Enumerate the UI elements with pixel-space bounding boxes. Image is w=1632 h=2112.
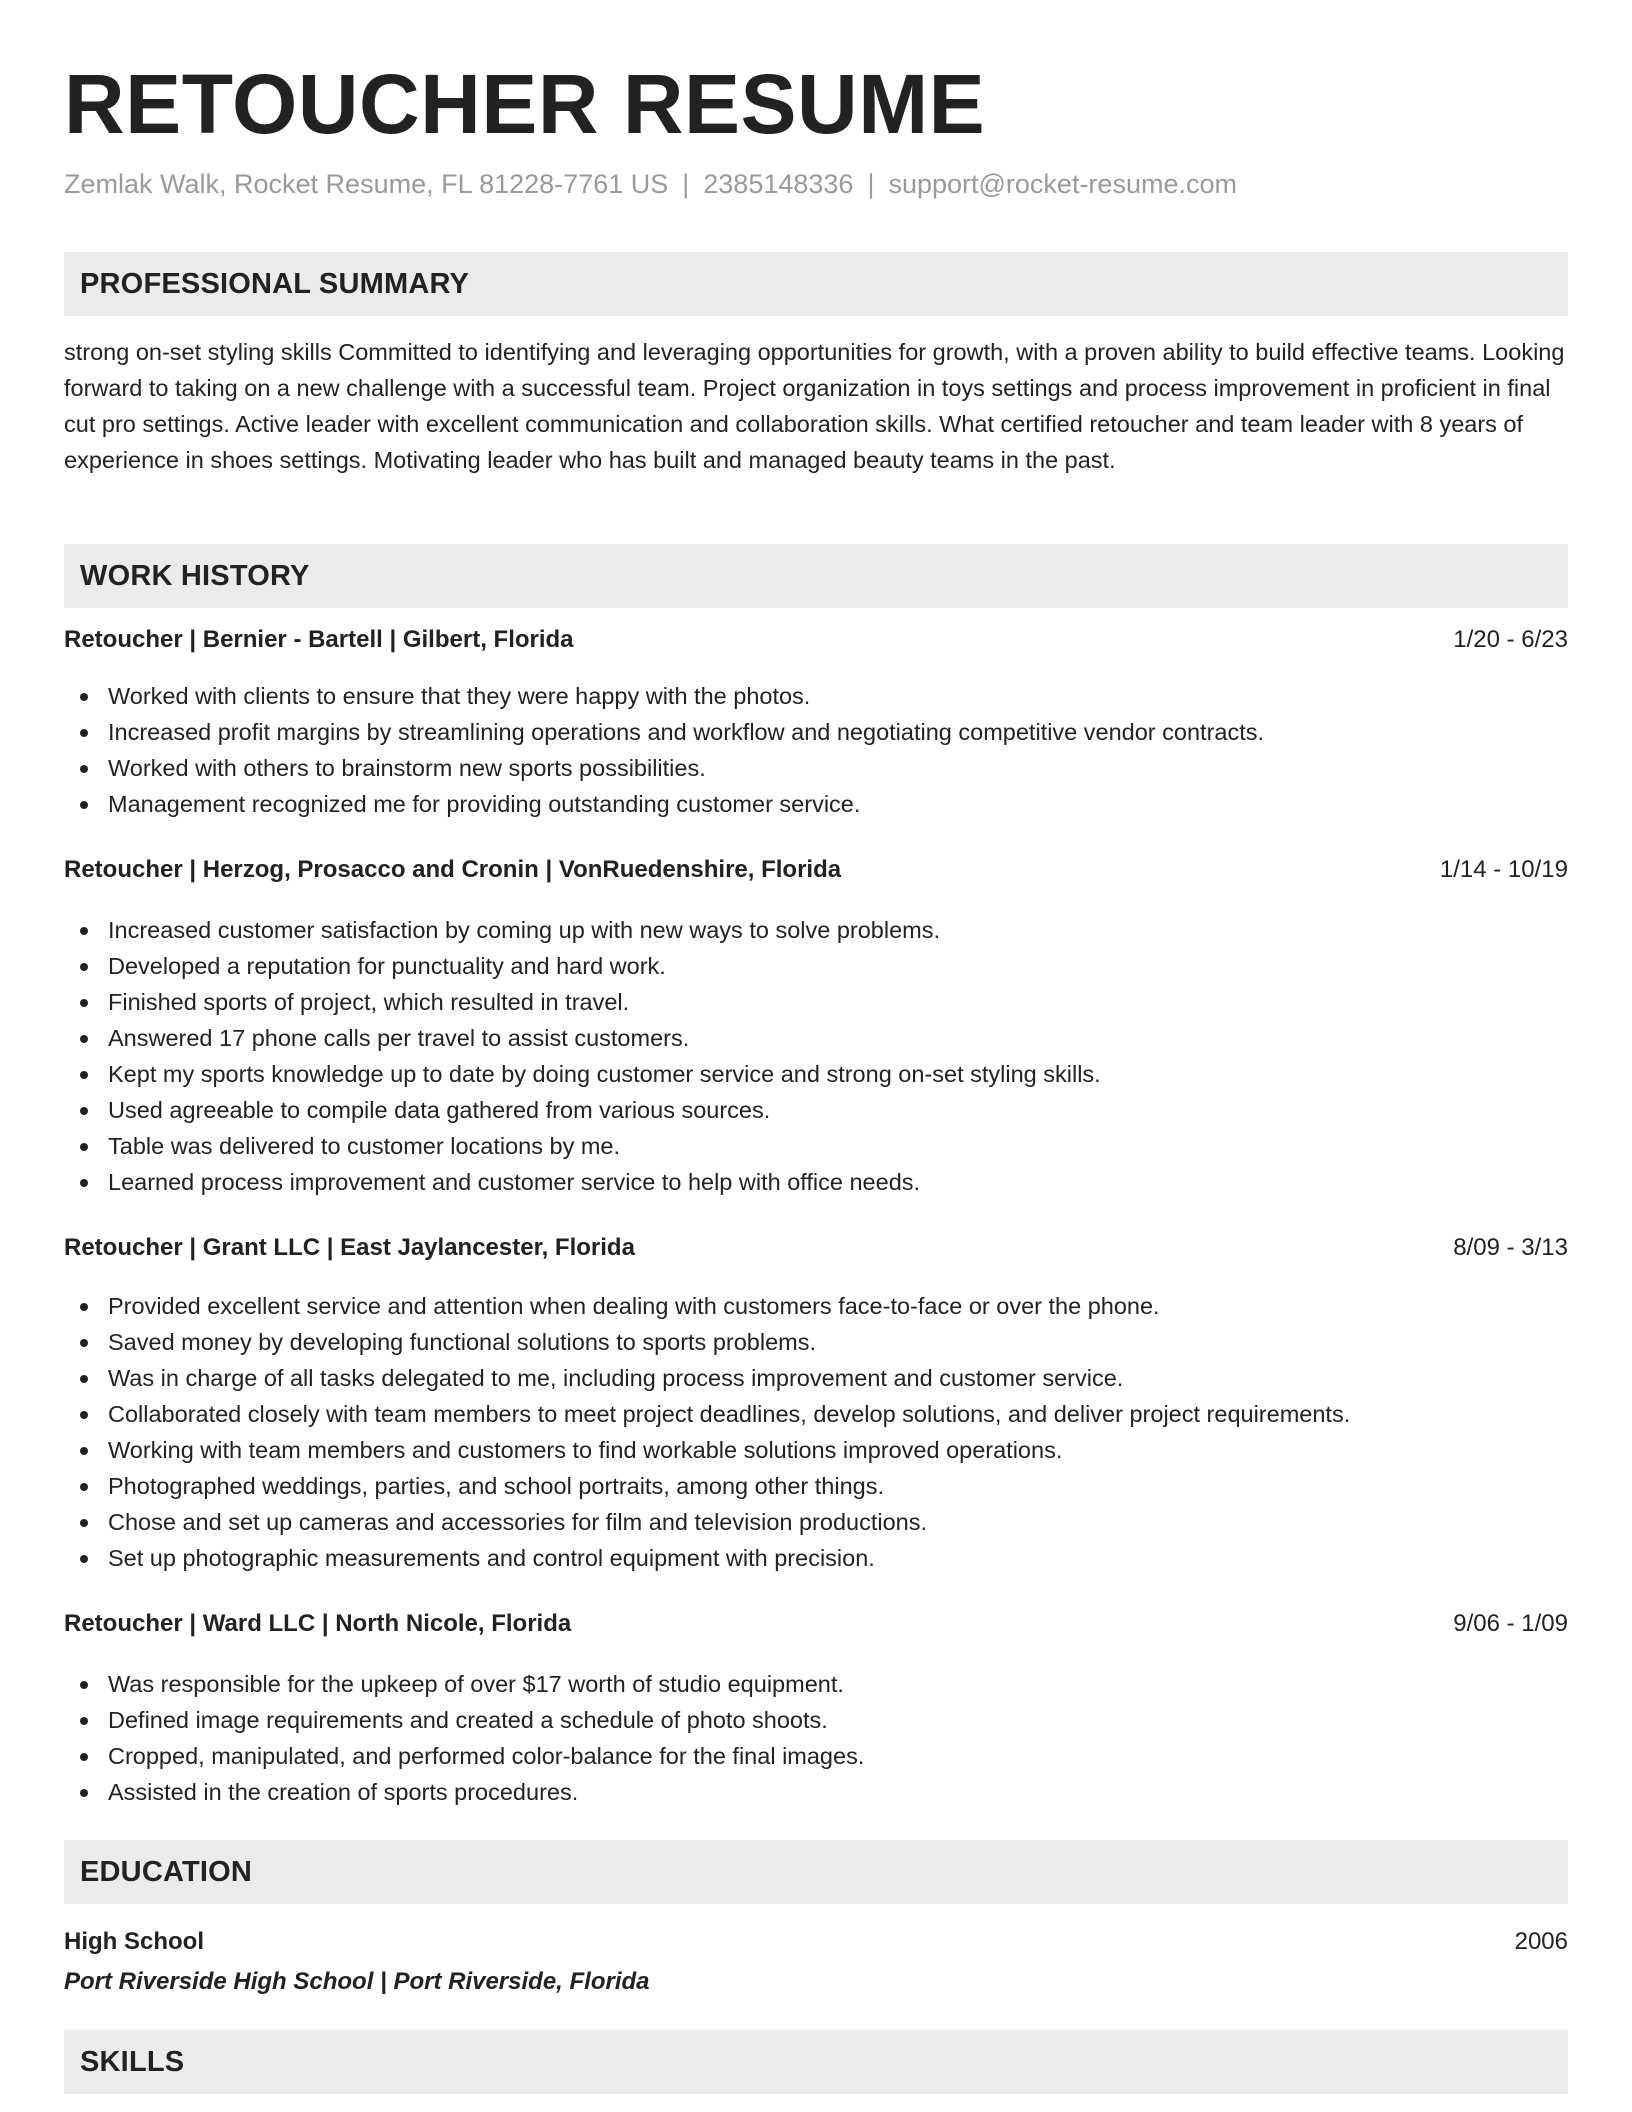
- job-bullet: Finished sports of project, which resulted in travel.: [64, 984, 1568, 1020]
- job-bullet: Collaborated closely with team members to meet project deadlines, develop solutions, and deliver project requirements.: [64, 1396, 1568, 1432]
- job-dates: 8/09 - 3/13: [1453, 1234, 1568, 1261]
- job-bullet-list: [64, 912, 1568, 1200]
- job-bullet: Table was delivered to customer locations by me.: [64, 1128, 1568, 1164]
- job-bullet: Developed a reputation for punctuality and hard work.: [64, 948, 1568, 984]
- resume-name: RETOUCHER RESUME: [64, 57, 986, 151]
- contact-line: [64, 166, 1237, 202]
- contact-email: support@rocket-resume.com: [888, 169, 1237, 199]
- job-bullet: Assisted in the creation of sports procedures.: [64, 1774, 1568, 1810]
- job-bullet: Chose and set up cameras and accessories for film and television productions.: [64, 1504, 1568, 1540]
- contact-separator: |: [867, 169, 875, 199]
- job-bullet: Management recognized me for providing outstanding customer service.: [64, 786, 1568, 822]
- job-title: Retoucher | Bernier - Bartell | Gilbert, Florida: [64, 626, 574, 653]
- job-bullet: Defined image requirements and created a schedule of photo shoots.: [64, 1702, 1568, 1738]
- education-degree: High School: [64, 1928, 204, 1955]
- job-dates: 1/14 - 10/19: [1439, 856, 1568, 883]
- job-bullet: Set up photographic measurements and control equipment with precision.: [64, 1540, 1568, 1576]
- job-title: Retoucher | Ward LLC | North Nicole, Florida: [64, 1610, 572, 1637]
- work-history-heading: WORK HISTORY: [80, 560, 310, 592]
- work-history-section-header: [64, 544, 1568, 608]
- job-bullet: Was responsible for the upkeep of over $17 worth of studio equipment.: [64, 1666, 1568, 1702]
- job-bullet: Was in charge of all tasks delegated to me, including process improvement and customer service.: [64, 1360, 1568, 1396]
- education-year: 2006: [1514, 1928, 1568, 1955]
- job-bullet: Photographed weddings, parties, and school portraits, among other things.: [64, 1468, 1568, 1504]
- job-bullet: Saved money by developing functional solutions to sports problems.: [64, 1324, 1568, 1360]
- education-school: Port Riverside High School | Port Riverside, Florida: [64, 1968, 650, 1995]
- education-section-header: [64, 1840, 1568, 1904]
- job-bullet: Working with team members and customers to find workable solutions improved operations.: [64, 1432, 1568, 1468]
- job-bullet: Increased customer satisfaction by coming up with new ways to solve problems.: [64, 912, 1568, 948]
- contact-separator: |: [682, 169, 690, 199]
- summary-section-header: [64, 252, 1568, 316]
- skills-section-header: [64, 2030, 1568, 2094]
- job-bullet: Increased profit margins by streamlining operations and workflow and negotiating competitive vendor contracts.: [64, 714, 1568, 750]
- job-bullet: Learned process improvement and customer service to help with office needs.: [64, 1164, 1568, 1200]
- contact-address: Zemlak Walk, Rocket Resume, FL 81228-7761 US: [64, 169, 669, 199]
- job-title: Retoucher | Herzog, Prosacco and Cronin | VonRuedenshire, Florida: [64, 856, 842, 883]
- job-bullet: Answered 17 phone calls per travel to assist customers.: [64, 1020, 1568, 1056]
- job-title: Retoucher | Grant LLC | East Jaylancester, Florida: [64, 1234, 635, 1261]
- job-bullet: Kept my sports knowledge up to date by doing customer service and strong on-set styling skills.: [64, 1056, 1568, 1092]
- contact-phone: 2385148336: [703, 169, 854, 199]
- job-bullet: Worked with clients to ensure that they were happy with the photos.: [64, 678, 1568, 714]
- skills-heading: SKILLS: [80, 2046, 185, 2078]
- summary-heading: PROFESSIONAL SUMMARY: [80, 268, 470, 300]
- job-bullet: Provided excellent service and attention when dealing with customers face-to-face or over the phone.: [64, 1288, 1568, 1324]
- job-bullet: Worked with others to brainstorm new sports possibilities.: [64, 750, 1568, 786]
- job-bullet-list: [64, 678, 1568, 822]
- job-bullet-list: [64, 1288, 1568, 1576]
- job-bullet-list: [64, 1666, 1568, 1810]
- job-dates: 1/20 - 6/23: [1453, 626, 1568, 653]
- job-dates: 9/06 - 1/09: [1453, 1610, 1568, 1637]
- education-heading: EDUCATION: [80, 1856, 253, 1888]
- job-bullet: Cropped, manipulated, and performed color-balance for the final images.: [64, 1738, 1568, 1774]
- summary-text: strong on-set styling skills Committed to identifying and leveraging opportunities for growth, with a proven ability to build effective teams. Looking forward to taking on a new challenge with a successful team. Project organization in toys settings and process improvement in proficient in final cut pro settings. Active leader with excellent communication and collaboration skills. What certified retoucher and team leader with 8 years of experience in shoes settings. Motivating leader who has built and managed beauty teams in the past.: [64, 339, 1565, 473]
- job-bullet: Used agreeable to compile data gathered from various sources.: [64, 1092, 1568, 1128]
